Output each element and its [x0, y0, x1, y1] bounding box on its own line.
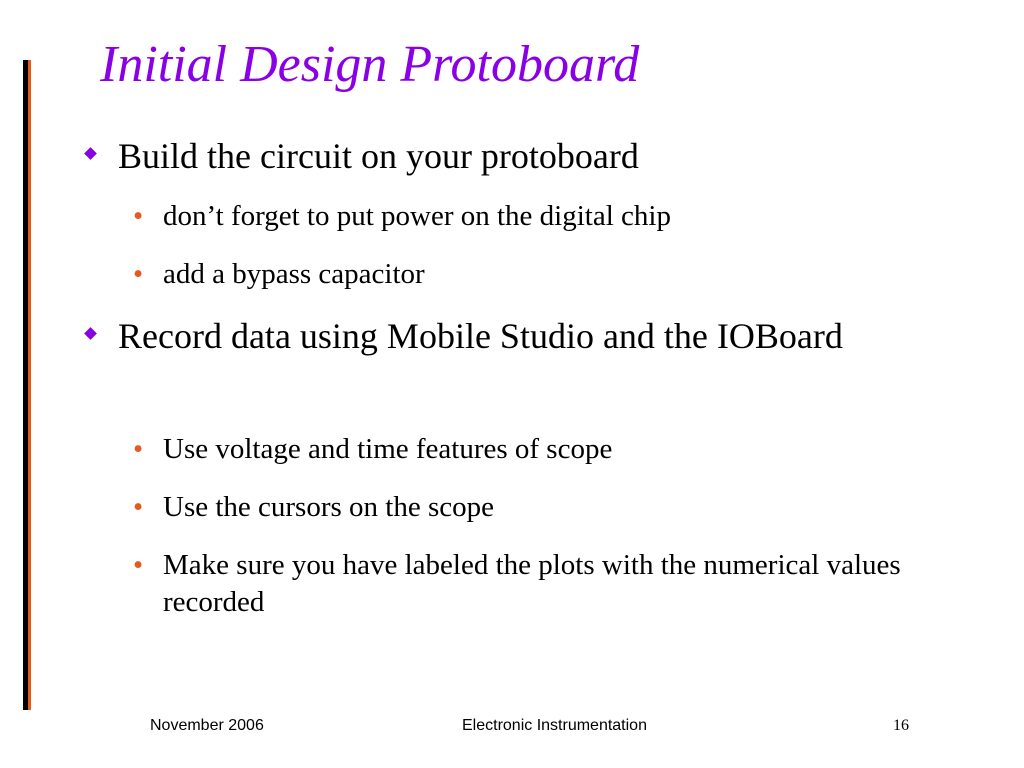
bullet-text: Record data using Mobile Studio and the IOBoard [118, 316, 843, 356]
bullet-text: Build the circuit on your protoboard [118, 136, 639, 176]
sub-bullet-text: Make sure you have labeled the plots with the numerical values recorded [163, 549, 901, 618]
sub-bullet-text: don’t forget to put power on the digital chip [163, 200, 671, 232]
sub-bullet-item [133, 198, 923, 235]
sub-bullet-item [133, 489, 923, 526]
slide-title: Initial Design Protoboard [100, 36, 640, 93]
sub-bullet-item [133, 256, 923, 293]
footer-course: Electronic Instrumentation [462, 717, 647, 734]
sub-bullet-text: Use voltage and time features of scope [163, 433, 613, 465]
diamond-bullet-icon [84, 147, 97, 160]
dot-bullet-icon: • [133, 549, 144, 581]
diamond-bullet-icon [84, 327, 97, 340]
sub-bullet-item [133, 431, 923, 468]
bullet-item [118, 315, 898, 357]
footer-date: November 2006 [150, 717, 264, 734]
page-number: 16 [893, 717, 909, 734]
sub-bullet-text: Use the cursors on the scope [163, 491, 494, 523]
sub-bullet-item [133, 547, 903, 621]
sub-bullet-text: add a bypass capacitor [163, 258, 425, 290]
dot-bullet-icon: • [133, 258, 144, 290]
bullet-item [118, 135, 898, 177]
dot-bullet-icon: • [133, 491, 144, 523]
dot-bullet-icon: • [133, 200, 144, 232]
side-bar-orange [28, 60, 31, 710]
dot-bullet-icon: • [133, 433, 144, 465]
